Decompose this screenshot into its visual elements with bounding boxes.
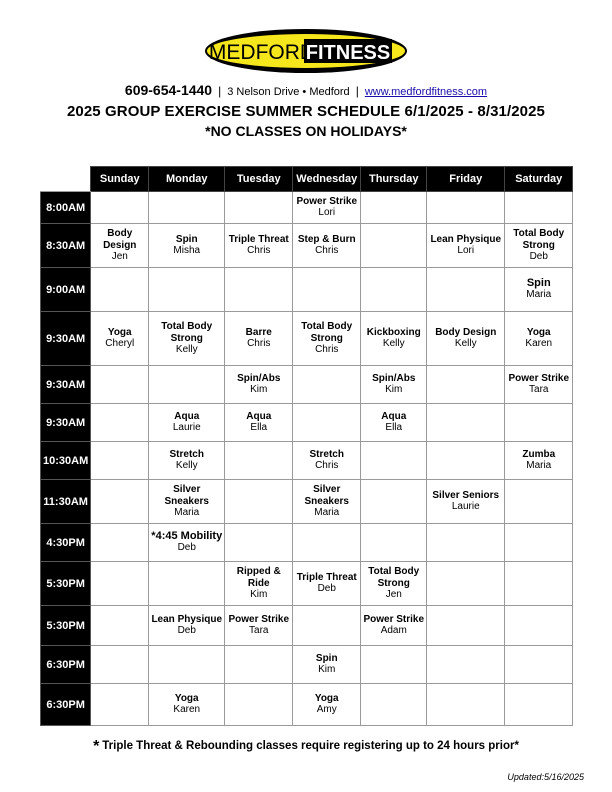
instructor-name: Laurie bbox=[172, 422, 201, 434]
class-cell-monday bbox=[149, 606, 225, 646]
day-header-row bbox=[41, 167, 573, 192]
class-name: Total Body Strong bbox=[301, 321, 353, 344]
class-cell-monday bbox=[149, 524, 225, 562]
instructor-name: Cheryl bbox=[105, 338, 135, 350]
table-row bbox=[41, 646, 573, 684]
class-name: Power Strike bbox=[363, 613, 425, 625]
class-cell-tuesday bbox=[225, 366, 293, 404]
instructor-name: Adam bbox=[380, 625, 407, 637]
instructor-name: Deb bbox=[529, 251, 548, 262]
phone-number: 609-654-1440 bbox=[124, 82, 213, 98]
class-name: *4:45 Mobility bbox=[151, 529, 223, 542]
class-cell-thursday bbox=[361, 442, 427, 480]
class-cell-wednesday bbox=[293, 268, 361, 312]
class-cell-friday bbox=[427, 404, 505, 442]
class-name: Total Body Strong bbox=[161, 321, 213, 344]
time-cell: 8:30AM bbox=[41, 224, 91, 268]
instructor-name: Chris bbox=[315, 460, 339, 472]
instructor-name: Ella bbox=[250, 422, 268, 434]
day-header-thursday: Thursday bbox=[361, 167, 427, 192]
class-cell-monday bbox=[149, 442, 225, 480]
class-cell-saturday bbox=[505, 366, 573, 404]
time-cell: 8:00AM bbox=[41, 192, 91, 224]
instructor-name: Ella bbox=[385, 422, 403, 434]
table-row bbox=[41, 562, 573, 606]
class-name: Yoga bbox=[314, 692, 339, 704]
instructor-name: Deb bbox=[177, 542, 196, 554]
footnote-text: Triple Threat & Rebounding classes require registering up to 24 hours prior* bbox=[102, 740, 519, 752]
class-name: Barre bbox=[245, 326, 272, 338]
time-cell: 9:30AM bbox=[41, 404, 91, 442]
instructor-name: Misha bbox=[173, 245, 201, 257]
class-cell-sunday bbox=[91, 404, 149, 442]
class-cell-thursday bbox=[361, 606, 427, 646]
class-name: Spin/Abs bbox=[237, 372, 281, 384]
instructor-name: Karen bbox=[173, 704, 201, 716]
class-cell-friday bbox=[427, 480, 505, 524]
time-cell: 4:30PM bbox=[41, 524, 91, 562]
class-cell-thursday bbox=[361, 224, 427, 268]
time-cell: 6:30PM bbox=[41, 684, 91, 726]
class-cell-sunday bbox=[91, 480, 149, 524]
class-cell-sunday bbox=[91, 442, 149, 480]
class-cell-friday bbox=[427, 442, 505, 480]
class-name: Yoga bbox=[107, 326, 132, 338]
class-cell-wednesday bbox=[293, 606, 361, 646]
table-row bbox=[41, 192, 573, 224]
instructor-name: Lori bbox=[457, 245, 475, 257]
logo-left-text: MEDFORD bbox=[208, 41, 316, 64]
class-cell-sunday bbox=[91, 268, 149, 312]
class-cell-friday bbox=[427, 312, 505, 366]
instructor-name: Lori bbox=[318, 207, 336, 219]
class-cell-tuesday bbox=[225, 192, 293, 224]
table-row bbox=[41, 606, 573, 646]
class-cell-wednesday bbox=[293, 312, 361, 366]
class-cell-thursday bbox=[361, 268, 427, 312]
time-cell: 9:00AM bbox=[41, 268, 91, 312]
instructor-name: Kim bbox=[385, 384, 403, 396]
class-cell-tuesday bbox=[225, 606, 293, 646]
class-cell-tuesday bbox=[225, 562, 293, 606]
table-row bbox=[41, 480, 573, 524]
class-name: Spin bbox=[526, 276, 551, 289]
class-cell-saturday bbox=[505, 606, 573, 646]
class-name: Silver Seniors bbox=[432, 489, 500, 501]
class-cell-saturday bbox=[505, 224, 573, 268]
class-name: Power Strike bbox=[228, 613, 290, 625]
instructor-name: Maria bbox=[174, 507, 200, 518]
class-name: Lean Physique bbox=[151, 613, 223, 625]
instructor-name: Chris bbox=[247, 245, 271, 257]
class-cell-saturday bbox=[505, 192, 573, 224]
class-name: Kickboxing bbox=[366, 326, 421, 338]
class-cell-saturday bbox=[505, 646, 573, 684]
class-cell-monday bbox=[149, 684, 225, 726]
class-cell-thursday bbox=[361, 192, 427, 224]
class-name: Spin bbox=[315, 652, 338, 664]
class-cell-tuesday bbox=[225, 312, 293, 366]
class-cell-sunday bbox=[91, 684, 149, 726]
class-cell-friday bbox=[427, 646, 505, 684]
instructor-name: Chris bbox=[315, 344, 339, 355]
class-cell-sunday bbox=[91, 562, 149, 606]
table-row bbox=[41, 684, 573, 726]
class-cell-thursday bbox=[361, 366, 427, 404]
class-cell-friday bbox=[427, 366, 505, 404]
class-cell-tuesday bbox=[225, 268, 293, 312]
class-cell-wednesday bbox=[293, 524, 361, 562]
class-cell-friday bbox=[427, 684, 505, 726]
schedule-table bbox=[40, 166, 573, 726]
time-cell: 9:30AM bbox=[41, 366, 91, 404]
instructor-name: Maria bbox=[526, 289, 552, 301]
class-cell-monday bbox=[149, 192, 225, 224]
class-cell-saturday bbox=[505, 404, 573, 442]
class-cell-sunday bbox=[91, 312, 149, 366]
time-cell: 5:30PM bbox=[41, 562, 91, 606]
updated-date: Updated:5/16/2025 bbox=[507, 772, 584, 782]
time-cell: 6:30PM bbox=[41, 646, 91, 684]
class-cell-wednesday bbox=[293, 192, 361, 224]
class-cell-tuesday bbox=[225, 442, 293, 480]
instructor-name: Kim bbox=[250, 589, 268, 600]
day-header-saturday: Saturday bbox=[505, 167, 573, 192]
class-cell-monday bbox=[149, 646, 225, 684]
class-name: Stretch bbox=[309, 448, 344, 460]
class-name: Lean Physique bbox=[430, 233, 502, 245]
schedule-body bbox=[41, 192, 573, 726]
class-name: Aqua bbox=[246, 410, 272, 422]
class-cell-friday bbox=[427, 524, 505, 562]
day-header-friday: Friday bbox=[427, 167, 505, 192]
class-cell-wednesday bbox=[293, 366, 361, 404]
class-cell-tuesday bbox=[225, 684, 293, 726]
class-cell-thursday bbox=[361, 684, 427, 726]
class-cell-saturday bbox=[505, 524, 573, 562]
class-cell-tuesday bbox=[225, 646, 293, 684]
logo-right-text: FITNESS bbox=[305, 42, 391, 64]
time-cell: 5:30PM bbox=[41, 606, 91, 646]
schedule-title: 2025 GROUP EXERCISE SUMMER SCHEDULE 6/1/2025 - 8/31/2025 bbox=[66, 103, 546, 120]
class-cell-thursday bbox=[361, 404, 427, 442]
class-cell-wednesday bbox=[293, 224, 361, 268]
instructor-name: Maria bbox=[526, 460, 552, 472]
day-header-monday: Monday bbox=[149, 167, 225, 192]
class-cell-thursday bbox=[361, 524, 427, 562]
class-name: Triple Threat bbox=[296, 571, 357, 583]
time-cell: 11:30AM bbox=[41, 480, 91, 524]
class-name: Stretch bbox=[169, 448, 204, 460]
class-cell-thursday bbox=[361, 312, 427, 366]
class-name: Body Design bbox=[435, 326, 497, 338]
instructor-name: Tara bbox=[529, 384, 549, 396]
instructor-name: Karen bbox=[525, 338, 553, 350]
class-cell-saturday bbox=[505, 268, 573, 312]
table-row bbox=[41, 366, 573, 404]
instructor-name: Kelly bbox=[382, 338, 405, 350]
class-cell-saturday bbox=[505, 480, 573, 524]
class-cell-wednesday bbox=[293, 684, 361, 726]
class-name: Triple Threat bbox=[228, 233, 289, 245]
class-cell-wednesday bbox=[293, 404, 361, 442]
instructor-name: Kelly bbox=[175, 460, 198, 472]
class-cell-monday bbox=[149, 562, 225, 606]
class-cell-wednesday bbox=[293, 442, 361, 480]
class-name: Power Strike bbox=[508, 372, 570, 384]
class-cell-thursday bbox=[361, 646, 427, 684]
class-cell-sunday bbox=[91, 224, 149, 268]
class-cell-sunday bbox=[91, 646, 149, 684]
class-cell-monday bbox=[149, 224, 225, 268]
footnote bbox=[0, 738, 612, 756]
instructor-name: Jen bbox=[385, 589, 402, 600]
class-cell-friday bbox=[427, 224, 505, 268]
time-cell: 10:30AM bbox=[41, 442, 91, 480]
day-header-sunday: Sunday bbox=[91, 167, 149, 192]
holiday-notice: *NO CLASSES ON HOLIDAYS* bbox=[205, 123, 407, 139]
class-name: Silver Sneakers bbox=[164, 484, 209, 507]
table-row bbox=[41, 224, 573, 268]
class-name: Silver Sneakers bbox=[304, 484, 349, 507]
class-cell-sunday bbox=[91, 606, 149, 646]
table-row bbox=[41, 442, 573, 480]
class-cell-monday bbox=[149, 268, 225, 312]
instructor-name: Maria bbox=[314, 507, 340, 518]
class-cell-saturday bbox=[505, 442, 573, 480]
class-cell-wednesday bbox=[293, 646, 361, 684]
medford-fitness-logo bbox=[204, 28, 408, 74]
class-name: Total Body Strong bbox=[368, 566, 420, 589]
instructor-name: Kelly bbox=[454, 338, 477, 350]
class-cell-friday bbox=[427, 268, 505, 312]
class-name: Spin bbox=[175, 233, 198, 245]
instructor-name: Deb bbox=[317, 583, 336, 595]
class-name: Aqua bbox=[174, 410, 200, 422]
instructor-name: Jen bbox=[111, 251, 128, 262]
class-cell-tuesday bbox=[225, 224, 293, 268]
class-name: Body Design bbox=[103, 228, 137, 251]
instructor-name: Kelly bbox=[175, 344, 198, 355]
instructor-name: Chris bbox=[247, 338, 271, 350]
day-header-wednesday: Wednesday bbox=[293, 167, 361, 192]
class-cell-saturday bbox=[505, 562, 573, 606]
class-cell-sunday bbox=[91, 524, 149, 562]
time-cell: 9:30AM bbox=[41, 312, 91, 366]
table-row bbox=[41, 404, 573, 442]
class-cell-tuesday bbox=[225, 480, 293, 524]
class-name: Power Strike bbox=[296, 195, 358, 207]
instructor-name: Kim bbox=[250, 384, 268, 396]
instructor-name: Amy bbox=[316, 704, 337, 716]
class-cell-thursday bbox=[361, 480, 427, 524]
class-cell-wednesday bbox=[293, 562, 361, 606]
table-row bbox=[41, 312, 573, 366]
instructor-name: Kim bbox=[318, 664, 336, 676]
day-header-tuesday: Tuesday bbox=[225, 167, 293, 192]
class-cell-monday bbox=[149, 480, 225, 524]
website-link[interactable]: www.medfordfitness.com bbox=[364, 86, 488, 98]
table-row bbox=[41, 268, 573, 312]
instructor-name: Tara bbox=[249, 625, 269, 637]
class-name: Total Body Strong bbox=[513, 228, 565, 251]
footnote-star: * bbox=[93, 738, 100, 755]
class-name: Ripped & Ride bbox=[236, 566, 281, 589]
contact-line: 609-654-1440 | 3 Nelson Drive • Medford | www.medfordfitness.com bbox=[124, 82, 488, 98]
class-name: Step & Burn bbox=[297, 233, 356, 245]
class-cell-monday bbox=[149, 404, 225, 442]
corner-cell bbox=[41, 167, 91, 192]
class-cell-thursday bbox=[361, 562, 427, 606]
class-cell-wednesday bbox=[293, 480, 361, 524]
class-cell-saturday bbox=[505, 312, 573, 366]
class-name: Aqua bbox=[381, 410, 407, 422]
class-name: Zumba bbox=[522, 448, 556, 460]
class-cell-sunday bbox=[91, 366, 149, 404]
class-cell-monday bbox=[149, 366, 225, 404]
address: 3 Nelson Drive • Medford bbox=[227, 86, 350, 98]
class-cell-friday bbox=[427, 562, 505, 606]
class-cell-friday bbox=[427, 192, 505, 224]
class-name: Yoga bbox=[526, 326, 551, 338]
class-cell-tuesday bbox=[225, 524, 293, 562]
table-row bbox=[41, 524, 573, 562]
class-cell-sunday bbox=[91, 192, 149, 224]
class-cell-saturday bbox=[505, 684, 573, 726]
instructor-name: Deb bbox=[177, 625, 196, 637]
class-name: Yoga bbox=[174, 692, 199, 704]
class-cell-friday bbox=[427, 606, 505, 646]
class-cell-tuesday bbox=[225, 404, 293, 442]
class-cell-monday bbox=[149, 312, 225, 366]
instructor-name: Chris bbox=[315, 245, 339, 257]
class-name: Spin/Abs bbox=[372, 372, 416, 384]
instructor-name: Laurie bbox=[451, 501, 480, 513]
